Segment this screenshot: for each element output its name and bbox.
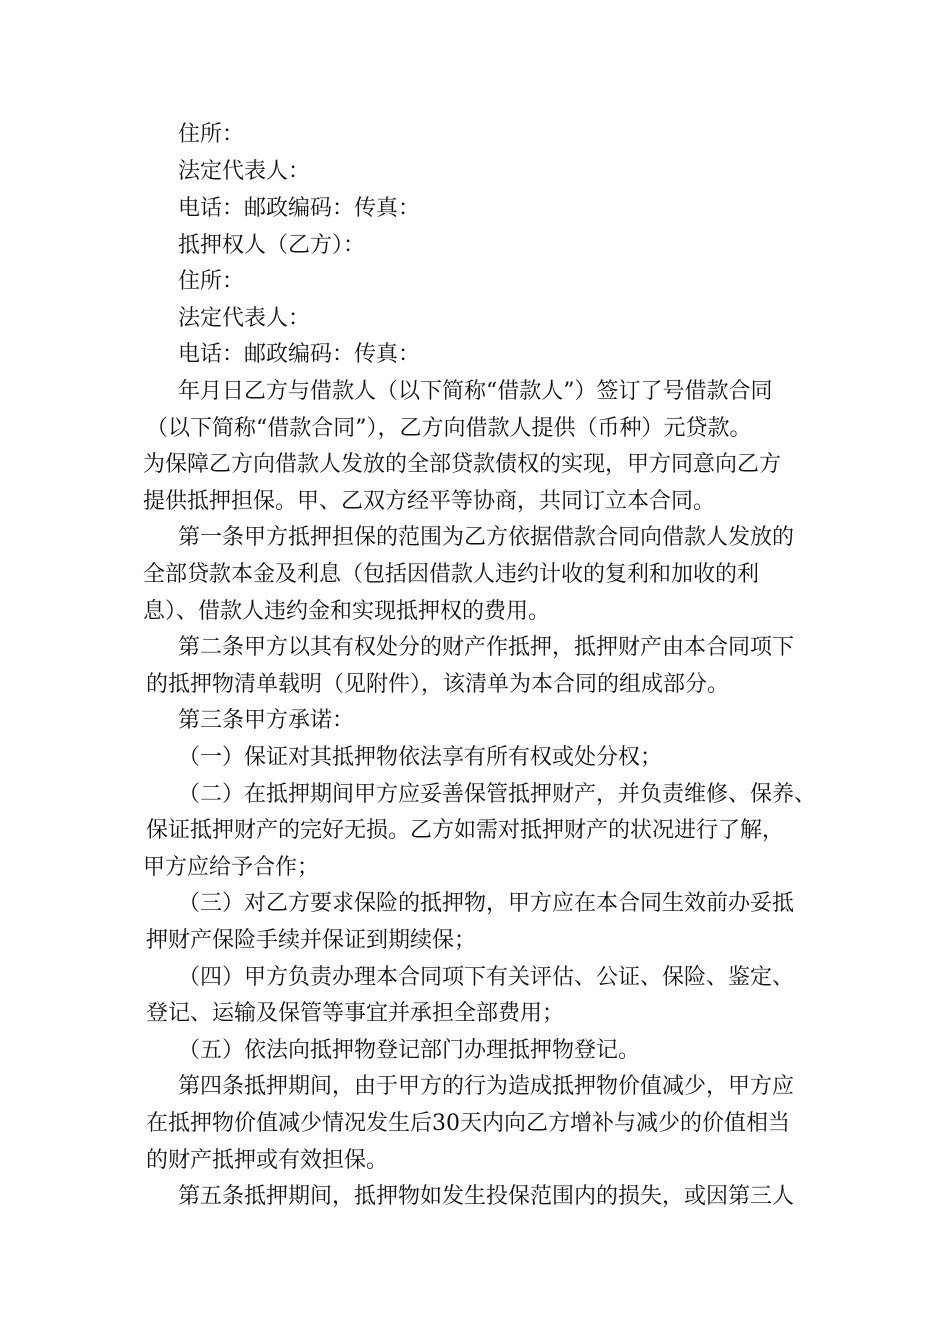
text-line: （二）在抵押期间甲方应妥善保管抵押财产，并负责维修、保养、	[178, 782, 817, 807]
text-line: （五）依法向抵押物登记部门办理抵押物登记。	[178, 1038, 641, 1063]
text-line: 第四条抵押期间，由于甲方的行为造成抵押物价值减少，甲方应	[178, 1074, 795, 1099]
text-line: （一）保证对其抵押物依法享有所有权或处分权；	[178, 745, 663, 770]
text-line: 为保障乙方向借款人发放的全部贷款债权的实现，甲方同意向乙方	[143, 452, 782, 477]
text-line: 息）、借款人违约金和实现抵押权的费用。	[143, 599, 551, 624]
text-line: 电话：邮政编码：传真：	[178, 342, 421, 367]
text-line: 的财产抵押或有效担保。	[146, 1148, 389, 1173]
text-line: 第二条甲方以其有权处分的财产作抵押，抵押财产由本合同项下	[178, 635, 795, 660]
text-line: 抵押权人（乙方）：	[178, 233, 366, 258]
text-line: 年月日乙方与借款人（以下简称“借款人”）签订了号借款合同	[178, 379, 773, 404]
text-line: 全部贷款本金及利息（包括因借款人违约计收的复利和加收的利	[143, 562, 760, 587]
text-line: （以下简称“借款合同”），乙方向借款人提供（币种）元贷款。	[146, 416, 752, 441]
text-line: 第三条甲方承诺：	[178, 708, 355, 733]
text-line: 法定代表人：	[178, 306, 311, 331]
text-line: 保证抵押财产的完好无损。乙方如需对抵押财产的状况进行了解，	[146, 818, 785, 843]
text-line: 法定代表人：	[178, 159, 311, 184]
text-line: 押财产保险手续并保证到期续保；	[146, 928, 477, 953]
text-line: 电话：邮政编码：传真：	[178, 196, 421, 221]
text-line: 甲方应给予合作；	[143, 855, 320, 880]
text-line: 住所：	[178, 269, 245, 294]
text-line: 提供抵押担保。甲、乙双方经平等协商，共同订立本合同。	[143, 489, 716, 514]
text-line: 登记、运输及保管等事宜并承担全部费用；	[146, 1001, 565, 1026]
text-line: 住所：	[178, 122, 245, 147]
text-line: 第一条甲方抵押担保的范围为乙方依据借款合同向借款人发放的	[178, 525, 795, 550]
text-line: 在抵押物价值减少情况发生后30天内向乙方增补与减少的价值相当	[146, 1111, 790, 1136]
text-line: （四）甲方负责办理本合同项下有关评估、公证、保险、鉴定、	[178, 965, 795, 990]
text-line: （三）对乙方要求保险的抵押物，甲方应在本合同生效前办妥抵	[178, 891, 795, 916]
text-line: 第五条抵押期间，抵押物如发生投保范围内的损失，或因第三人	[178, 1184, 795, 1209]
text-line: 的抵押物清单载明（见附件），该清单为本合同的组成部分。	[146, 672, 730, 697]
